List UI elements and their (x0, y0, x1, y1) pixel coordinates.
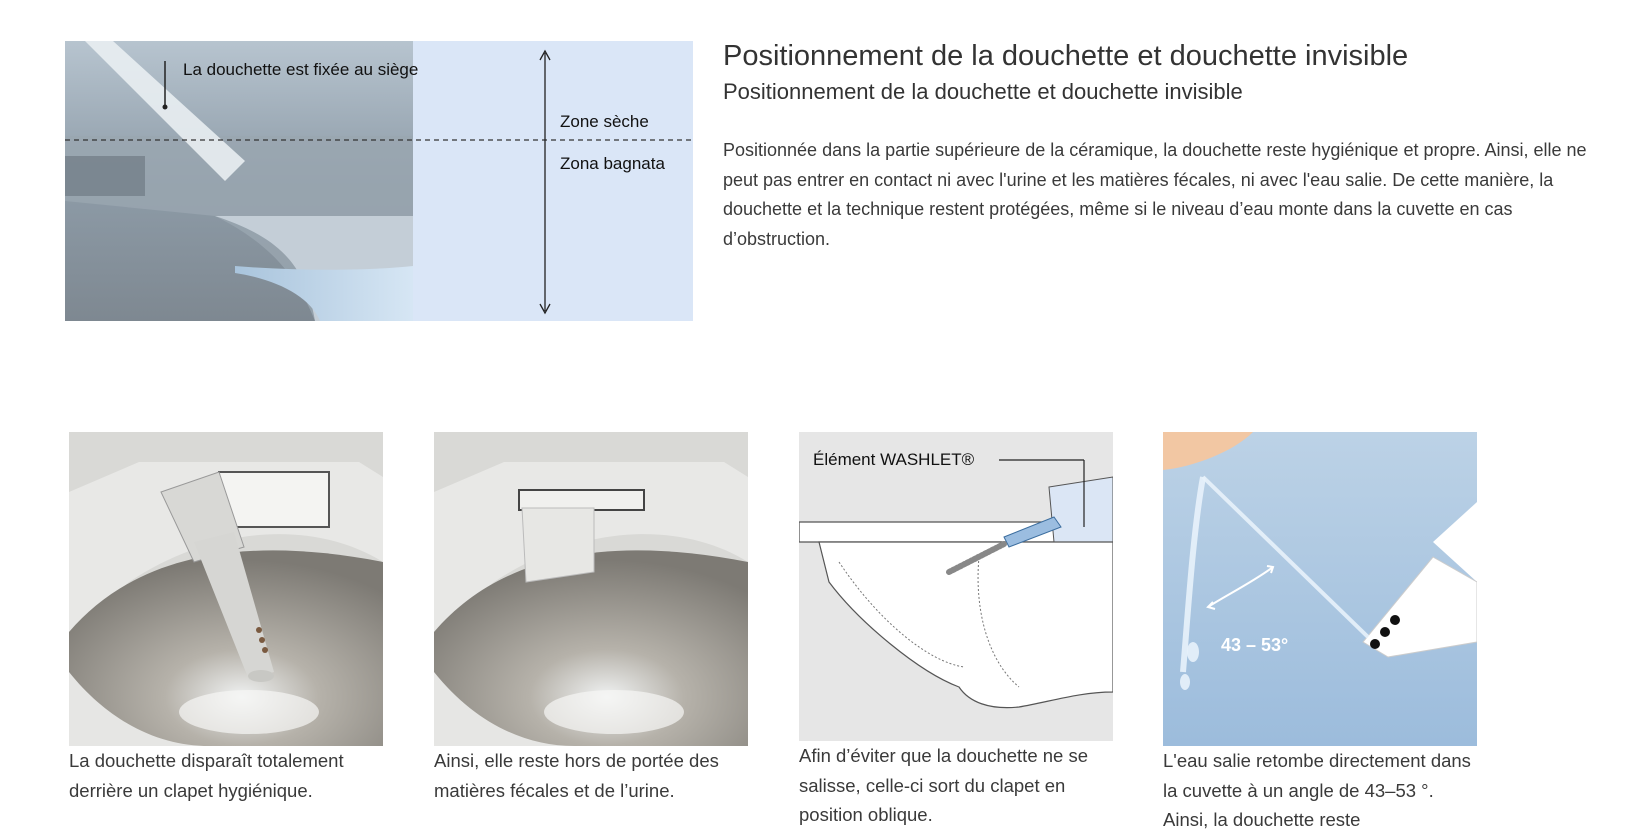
label-washlet-element: Élément WASHLET® (813, 450, 975, 469)
toilet-cross-section-illustration (65, 41, 693, 321)
card-caption: La douchette disparaît totalement derrière un clapet hygiénique. (69, 750, 344, 801)
label-dry-zone: Zone sèche (560, 112, 649, 131)
card-caption: Ainsi, elle reste hors de portée des matières fécales et de l’urine. (434, 750, 719, 801)
label-wet-zone: Zona bagnata (560, 154, 665, 173)
card-caption: L'eau salie retombe directement dans la cuvette à un angle de 43–53 °. Ainsi, la douchette reste (1163, 750, 1471, 830)
feature-card-hygienic-flap (69, 432, 383, 805)
spray-angle-diagram (1163, 432, 1477, 746)
feature-card-spray-angle (1163, 432, 1477, 835)
page-title: Positionnement de la douchette et douchette invisible (723, 40, 1409, 72)
label-nozzle-fixed: La douchette est fixée au siège (183, 60, 419, 79)
feature-card-oblique-position (799, 432, 1113, 830)
hero-text-block (723, 38, 1603, 254)
card-caption: Afin d’éviter que la douchette ne se salisse, celle-ci sort du clapet en position oblique. (799, 745, 1088, 825)
page-subtitle: Positionnement de la douchette et douchette invisible (723, 79, 1243, 104)
flap-closed-photo (434, 432, 748, 746)
label-spray-angle: 43 – 53° (1221, 635, 1289, 655)
feature-card-out-of-reach (434, 432, 748, 805)
hero-diagram (65, 41, 693, 321)
hero-description: Positionnée dans la partie supérieure de la céramique, la douchette reste hygiénique et propre. Ainsi, elle ne peut pas entrer en contact ni avec l'urine et les matières fécales, ni avec l'eau salie. De cette manière, la douchette et la technique restent protégées, même si le niveau d’eau monte dans la cuvette en cas d’obstruction. (723, 140, 1587, 249)
washlet-element-diagram (799, 432, 1113, 741)
zone-blue-panel (413, 41, 693, 321)
nozzle-extended-photo (69, 432, 383, 746)
